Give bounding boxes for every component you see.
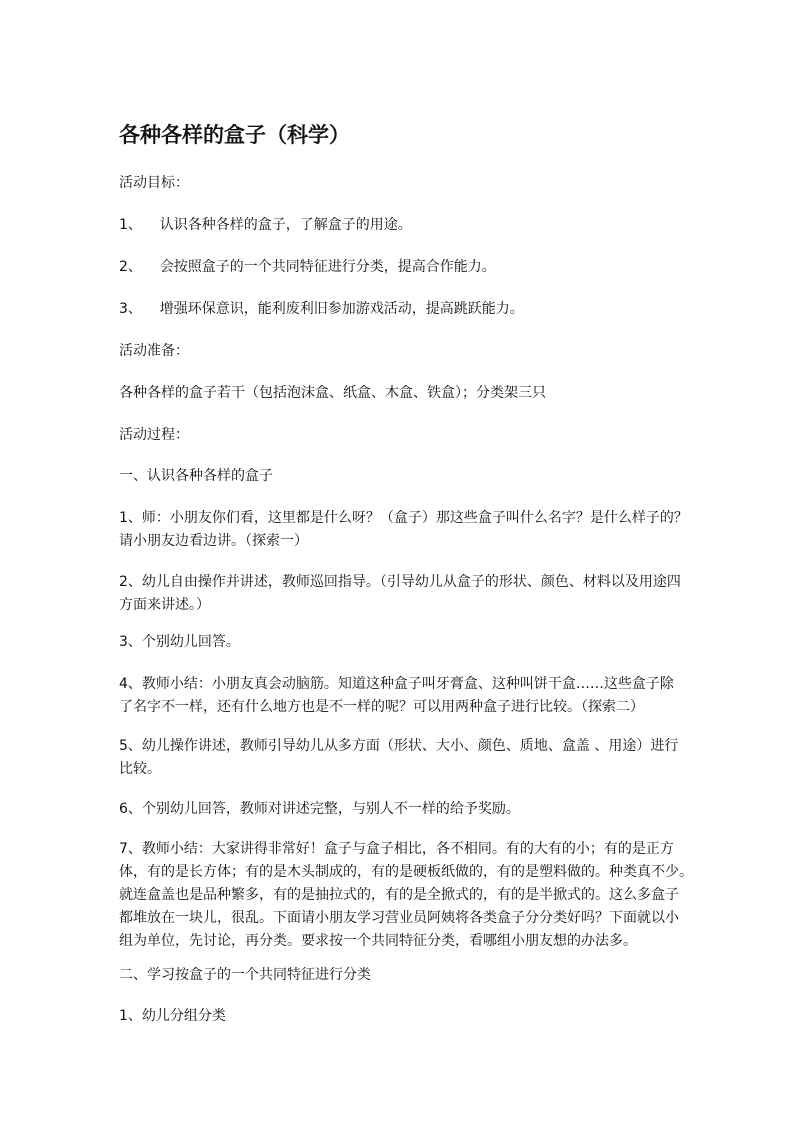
step-paragraph-3: 3、个别幼儿回答。 xyxy=(119,634,240,650)
step-paragraph-7: 7、教师小结：大家讲得非常好！盒子与盒子相比，各不相同。有的大有的小；有的是正方 体，有的是长方体；有的是木头制成的，有的是硬板纸做的，有的是塑料做的。种类真不少。 就连盒盖也是品种繁多，有的是抽拉式的，有的是全掀式的，有的是半掀式的。这么多盒子 都堆放在一块儿，很乱。下面请小朋友学习营业员阿姨将各类盒子分分类好吗？下面就以小 组为单位，先讨论，再分类。要求按一个共同特征分类，看哪组小朋友想的办法多。 xyxy=(119,841,693,949)
goal-item-1: 1、 认识各种各样的盒子，了解盒子的用途。 xyxy=(119,217,412,233)
step-paragraph-8: 1、幼儿分组分类 xyxy=(119,1008,226,1024)
document-title: 各种各样的盒子（科学） xyxy=(119,122,350,147)
goal-item-2: 2、 会按照盒子的一个共同特征进行分类，提高合作能力。 xyxy=(119,259,496,275)
step-paragraph-4: 4、教师小结：小朋友真会动脑筋。知道这种盒子叫牙膏盒、这种叫饼干盒……这些盒子除 了名字不一样，还有什么地方也是不一样的呢？可以用两种盒子进行比较。（探索二） xyxy=(119,676,674,715)
step-paragraph-1: 1、师：小朋友你们看，这里都是什么呀？（盒子）那这些盒子叫什么名字？是什么样子的？ 请小朋友边看边讲。（探索一） xyxy=(119,510,688,549)
section-heading-preparation: 活动准备： xyxy=(119,343,189,359)
part-heading-2: 二、学习按盒子的一个共同特征进行分类 xyxy=(119,967,371,983)
section-heading-goals: 活动目标： xyxy=(119,175,189,191)
step-paragraph-5: 5、幼儿操作讲述，教师引导幼儿从多方面（形状、大小、颜色、质地、盒盖 、用途）进行 比较。 xyxy=(119,738,679,777)
step-paragraph-2: 2、幼儿自由操作并讲述，教师巡回指导。（引导幼儿从盒子的形状、颜色、材料以及用途四 方面来讲述。） xyxy=(119,574,681,613)
step-paragraph-6: 6、个别幼儿回答，教师对讲述完整，与别人不一样的给予奖励。 xyxy=(119,801,520,817)
preparation-text: 各种各样的盒子若干（包括泡沫盒、纸盒、木盒、铁盒）；分类架三只 xyxy=(119,385,546,401)
part-heading-1: 一、认识各种各样的盒子 xyxy=(119,468,273,484)
goal-item-3: 3、 增强环保意识，能利废利旧参加游戏活动，提高跳跃能力。 xyxy=(119,301,524,317)
section-heading-process: 活动过程： xyxy=(119,427,189,443)
